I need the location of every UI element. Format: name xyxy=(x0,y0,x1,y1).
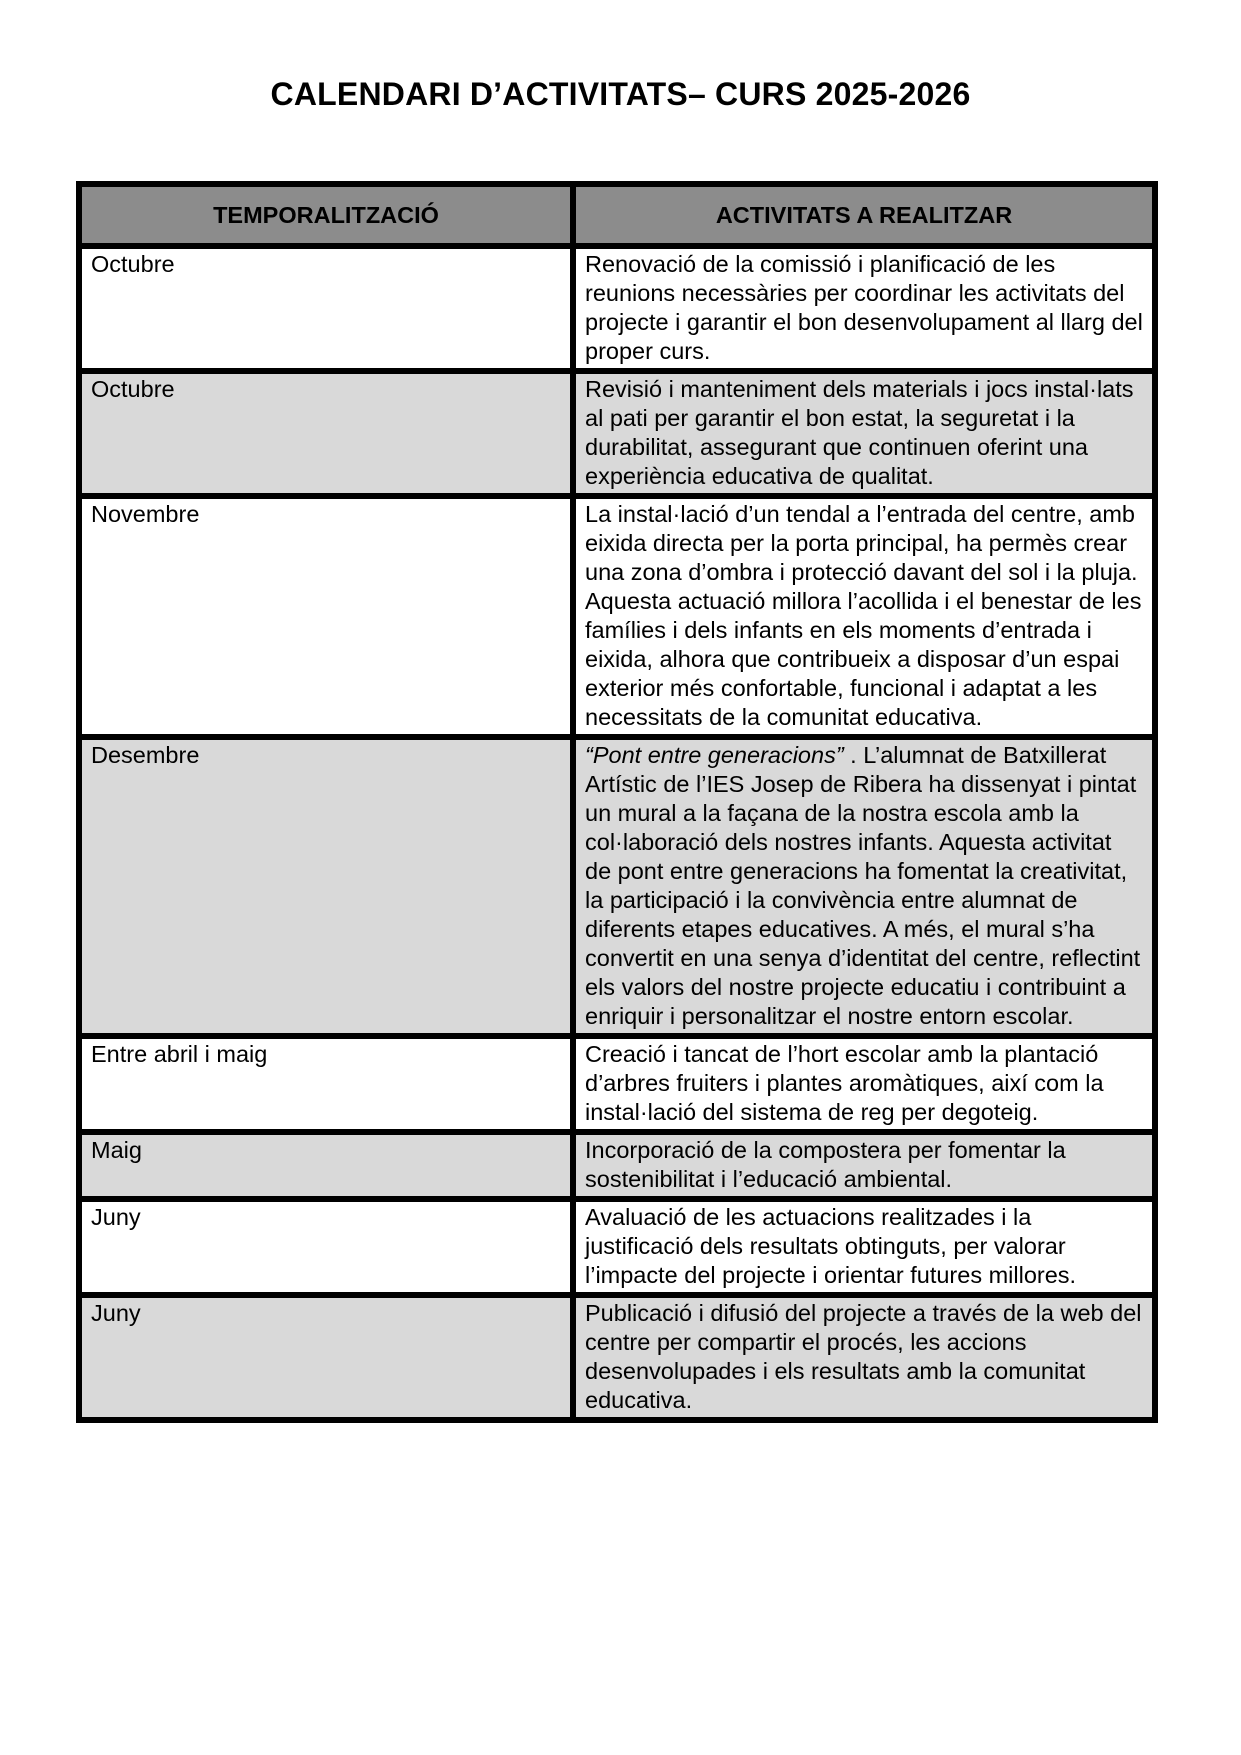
activity-cell xyxy=(573,246,1155,371)
activity-cell xyxy=(573,737,1155,1036)
activity-title: “Pont entre generacions” xyxy=(585,742,844,768)
activity-cell xyxy=(573,1036,1155,1132)
activity-text: La instal·lació d’un tendal a l’entrada del centre, amb eixida directa per la porta principal, ha permès crear una zona d’ombra i protecció davant del sol i la pluja. Aquesta actuació millora l’acollida i el benestar de les famílies i dels infants en els moments d’entrada i eixida, alhora que contribueix a disposar d’un espai exterior més confortable, funcional i adaptat a les necessitats de la comunitat educativa. xyxy=(585,501,1142,730)
table-row xyxy=(79,371,1155,496)
period-cell: Entre abril i maig xyxy=(79,1036,573,1132)
period-cell: Juny xyxy=(79,1295,573,1420)
table-row xyxy=(79,496,1155,737)
table-row xyxy=(79,1036,1155,1132)
table-header-row xyxy=(79,184,1155,246)
table-row xyxy=(79,246,1155,371)
activity-cell xyxy=(573,1132,1155,1199)
period-cell: Octubre xyxy=(79,246,573,371)
table-row xyxy=(79,1199,1155,1295)
activities-table-container xyxy=(76,181,1152,1423)
period-cell: Maig xyxy=(79,1132,573,1199)
activity-text: Revisió i manteniment dels materials i jocs instal·lats al pati per garantir el bon estat, la seguretat i la durabilitat, assegurant que continuen oferint una experiència educativa de qualitat. xyxy=(585,376,1134,489)
activity-text: Avaluació de les actuacions realitzades i la justificació dels resultats obtinguts, per valorar l’impacte del projecte i orientar futures millores. xyxy=(585,1204,1077,1288)
header-activitats: ACTIVITATS A REALITZAR xyxy=(573,184,1155,246)
activity-cell xyxy=(573,496,1155,737)
activity-cell xyxy=(573,1199,1155,1295)
page-title: CALENDARI D’ACTIVITATS– CURS 2025-2026 xyxy=(270,76,971,112)
table-row xyxy=(79,1295,1155,1420)
period-cell: Novembre xyxy=(79,496,573,737)
activity-text: Publicació i difusió del projecte a través de la web del centre per compartir el procés, les accions desenvolupades i els resultats amb la comunitat educativa. xyxy=(585,1300,1142,1413)
activity-text: Incorporació de la compostera per fomentar la sostenibilitat i l’educació ambiental. xyxy=(585,1137,1066,1192)
period-cell: Desembre xyxy=(79,737,573,1036)
activity-text: Renovació de la comissió i planificació de les reunions necessàries per coordinar les activitats del projecte i garantir el bon desenvolupament al llarg del proper curs. xyxy=(585,251,1143,364)
period-cell: Juny xyxy=(79,1199,573,1295)
activity-text: Creació i tancat de l’hort escolar amb la plantació d’arbres fruiters i plantes aromàtiques, així com la instal·lació del sistema de reg per degoteig. xyxy=(585,1041,1104,1125)
activity-cell xyxy=(573,371,1155,496)
activity-text: . L’alumnat de Batxillerat Artístic de l’IES Josep de Ribera ha dissenyat i pintat un mural a la façana de la nostra escola amb la col·laboració dels nostres infants. Aquesta activitat de pont entre generacions ha fomentat la creativitat, la participació i la convivència entre alumnat de diferents etapes educatives. A més, el mural s’ha convertit en una senya d’identitat del centre, reflectint els valors del nostre projecte educatiu i contribuint a enriquir i personalitzar el nostre entorn escolar. xyxy=(585,742,1141,1029)
activities-table xyxy=(76,181,1158,1423)
period-cell: Octubre xyxy=(79,371,573,496)
table-row xyxy=(79,1132,1155,1199)
table-row xyxy=(79,737,1155,1036)
header-temporalitzacio: TEMPORALITZACIÓ xyxy=(79,184,573,246)
activity-cell xyxy=(573,1295,1155,1420)
